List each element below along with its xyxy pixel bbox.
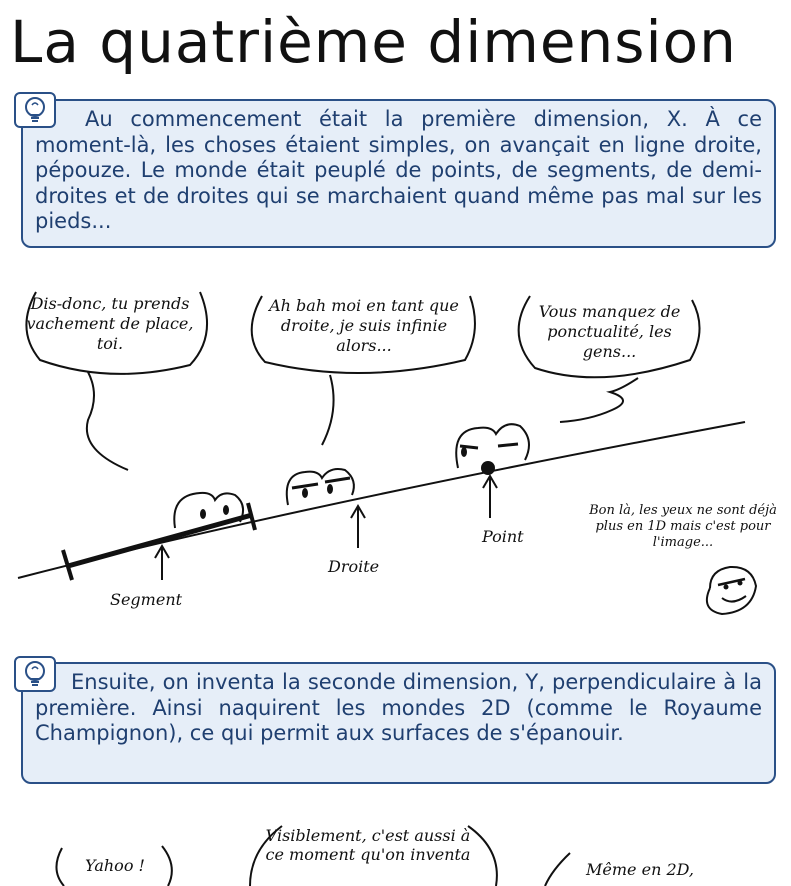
bubble-segment: Dis-donc, tu prends vachement de place, toi. <box>26 294 194 353</box>
bubble-droite: Ah bah moi en tant que droite, je suis infinie alors... <box>269 296 459 355</box>
side-note: Bon là, les yeux ne sont déjà plus en 1D mais c'est pour l'image... <box>589 503 777 550</box>
page-title: La quatrième dimension <box>10 8 737 76</box>
narration-text-2: Ensuite, on inventa la seconde dimension, Y, perpendiculaire à la première. Ainsi naquirent les mondes 2D (comme le Royaume Champignon), ce qui permit aux surfaces de s'épanouir. <box>35 670 762 745</box>
point-character <box>456 424 529 475</box>
label-segment: Segment <box>110 590 183 609</box>
narration-box-2 <box>21 662 776 784</box>
narration-text-1: Au commencement était la première dimension, X. À ce moment-là, les choses étaient simples, on avançait en ligne droite, pépouze. Le monde était peuplé de points, de segments, de demi-droites et de droites qui se marchaient quand même pas mal sur les pieds... <box>35 107 762 233</box>
label-point: Point <box>482 527 524 546</box>
author-smiley <box>707 567 756 614</box>
lightbulb-icon <box>14 656 56 692</box>
bubble-yahoo: Yahoo ! <box>85 856 145 875</box>
label-droite: Droite <box>328 557 380 576</box>
bubble-meme: Même en 2D, <box>586 860 694 879</box>
droite-character <box>287 469 354 505</box>
bubble-visiblement: Visiblement, c'est aussi à ce moment qu'on inventa <box>265 826 471 864</box>
bubble-point: Vous manquez de ponctualité, les gens... <box>538 302 681 361</box>
